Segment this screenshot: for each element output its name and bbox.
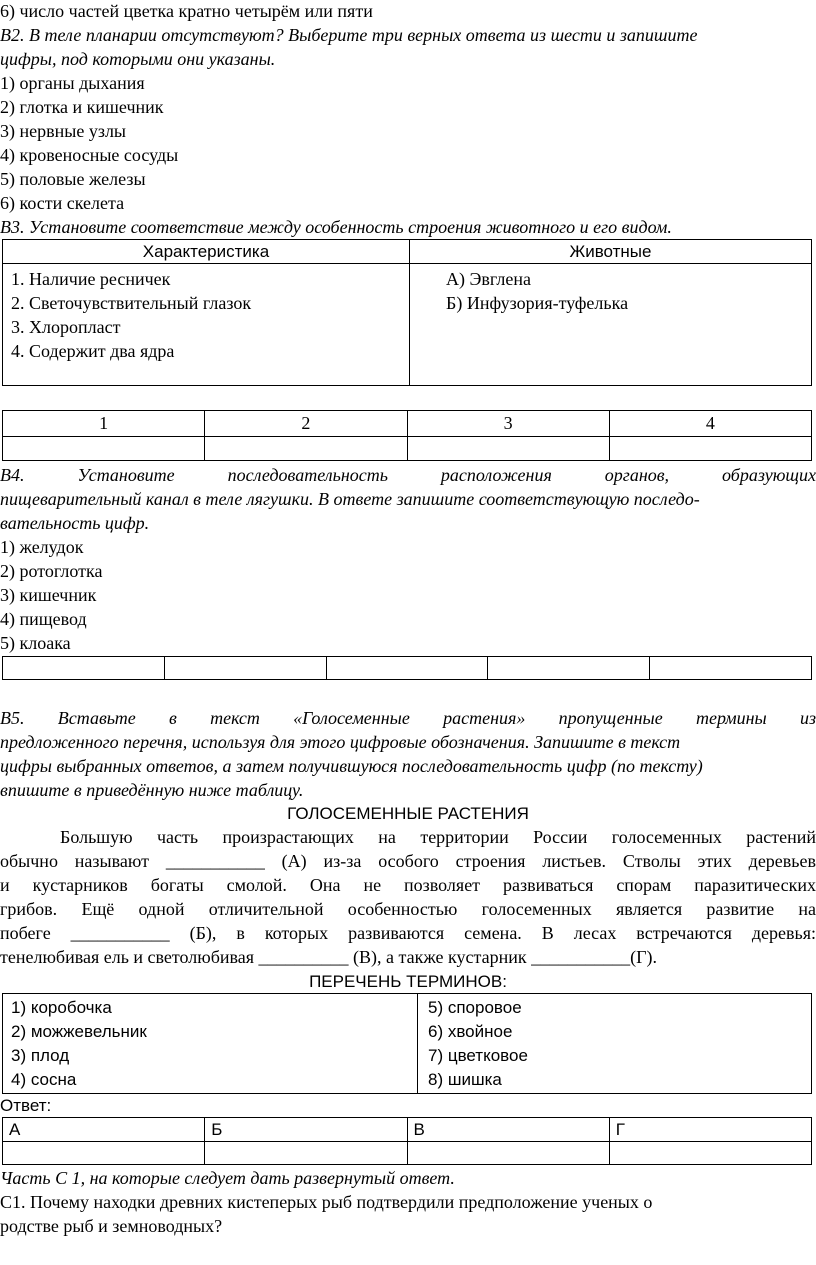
b3-answer-cell[interactable] <box>205 437 407 461</box>
b3-answer-cell[interactable] <box>407 437 609 461</box>
b5-answer-cell[interactable] <box>3 1142 205 1165</box>
b5-term: 4) сосна <box>11 1070 77 1089</box>
b5-terms-title: ПЕРЕЧЕНЬ ТЕРМИНОВ: <box>309 972 507 991</box>
b5-paragraph-line: Большую часть произрастающих на территории России голосеменных растений <box>60 827 816 847</box>
b2-option: 1) органы дыхания <box>0 73 145 93</box>
b5-terms-table <box>2 993 812 1094</box>
b5-answer-table <box>2 1117 812 1165</box>
b3-animal: Б) Инфузория-туфелька <box>446 293 629 313</box>
b5-answer-header: А <box>3 1118 205 1142</box>
b2-option: 5) половые железы <box>0 169 146 189</box>
b3-header-animals: Животные <box>410 240 812 264</box>
b3-question: В3. Установите соответствие между особенность строения животного и его видом. <box>0 217 672 237</box>
b5-question-line-2: предложенного перечня, используя для этого цифровые обозначения. Запишите в текст <box>0 732 681 752</box>
b4-option: 3) кишечник <box>0 585 97 605</box>
b4-answer-cell[interactable] <box>3 657 165 680</box>
b5-term: 3) плод <box>11 1046 70 1065</box>
b3-answer-table <box>2 410 812 461</box>
b4-option: 5) клоака <box>0 633 71 653</box>
b2-option: 4) кровеносные сосуды <box>0 145 179 165</box>
b4-answer-cell[interactable] <box>488 657 650 680</box>
b3-answer-header: 4 <box>609 411 811 437</box>
b4-answer-cell[interactable] <box>650 657 812 680</box>
b3-answer-cell[interactable] <box>609 437 811 461</box>
b5-question-line-4: впишите в приведённую ниже таблицу. <box>0 780 304 800</box>
b5-term: 6) хвойное <box>428 1022 513 1041</box>
b5-answer-cell[interactable] <box>407 1142 609 1165</box>
b5-text-title: ГОЛОСЕМЕННЫЕ РАСТЕНИЯ <box>287 804 529 823</box>
b3-trait: 3. Хлоропласт <box>11 317 121 337</box>
b3-answer-header: 2 <box>205 411 407 437</box>
b5-term: 2) можжевельник <box>11 1022 147 1041</box>
b4-option: 2) ротоглотка <box>0 561 103 581</box>
b5-terms-left-cell <box>3 994 418 1094</box>
b5-paragraph-line: грибов. Ещё одной отличительной особенностью голосеменных является развитие на <box>0 899 816 919</box>
b3-header-traits: Характеристика <box>3 240 410 264</box>
b3-answer-header: 1 <box>3 411 205 437</box>
b2-option: 2) глотка и кишечник <box>0 97 164 117</box>
c1-question-line-1: С1. Почему находки древних кистеперых рыб подтвердили предположение ученых о <box>0 1192 653 1212</box>
b4-answer-table <box>2 656 812 680</box>
b5-answer-header: Б <box>205 1118 407 1142</box>
b5-answer-header: Г <box>609 1118 811 1142</box>
intro-line: 6) число частей цветка кратно четырём или пяти <box>0 1 373 21</box>
b3-animal: А) Эвглена <box>446 269 531 289</box>
b4-question-line-1: В4. Установите последовательность расположения органов, образующих <box>0 465 816 485</box>
b5-term: 1) коробочка <box>11 998 112 1017</box>
b5-paragraph-line: тенелюбивая ель и светолюбивая __________ (В), а также кустарник ___________(Г). <box>0 947 658 967</box>
b3-trait: 4. Содержит два ядра <box>11 341 175 361</box>
b5-question-line-1: В5. Вставьте в текст «Голосеменные растения» пропущенные термины из <box>0 708 816 728</box>
b4-question-line-2: пищеварительный канал в теле лягушки. В ответе запишите соответствующую последо- <box>0 489 700 509</box>
b5-answer-cell[interactable] <box>205 1142 407 1165</box>
b5-term: 7) цветковое <box>428 1046 528 1065</box>
b5-terms-right-cell <box>418 994 812 1094</box>
b3-traits-cell <box>3 264 410 386</box>
b5-term: 5) споровое <box>428 998 522 1017</box>
b4-option: 1) желудок <box>0 537 84 557</box>
b5-term: 8) шишка <box>428 1070 502 1089</box>
b2-question-line-2: цифры, под которыми они указаны. <box>0 49 276 69</box>
b2-question-line-1: В2. В теле планарии отсутствуют? Выберите три верных ответа из шести и запишите <box>0 25 698 45</box>
b4-answer-cell[interactable] <box>326 657 488 680</box>
b2-option: 6) кости скелета <box>0 193 125 213</box>
b3-match-table <box>2 239 812 386</box>
b3-trait: 1. Наличие ресничек <box>11 269 171 289</box>
b3-answer-header: 3 <box>407 411 609 437</box>
c1-question-line-2: родстве рыб и земноводных? <box>0 1216 223 1236</box>
b3-animals-cell <box>410 264 812 386</box>
b3-answer-cell[interactable] <box>3 437 205 461</box>
part-c-heading: Часть С 1, на которые следует дать развернутый ответ. <box>0 1168 455 1188</box>
b5-paragraph-line: обычно называют ___________ (А) из-за особого строения листьев. Стволы этих деревьев <box>0 851 816 871</box>
b5-answer-label: Ответ: <box>0 1096 52 1115</box>
b5-paragraph-line: и кустарников богаты смолой. Она не позволяет развиваться спорам паразитических <box>0 875 816 895</box>
b5-answer-cell[interactable] <box>609 1142 811 1165</box>
b3-trait: 2. Светочувствительный глазок <box>11 293 252 313</box>
b2-option: 3) нервные узлы <box>0 121 127 141</box>
b4-answer-cell[interactable] <box>164 657 326 680</box>
b4-option: 4) пищевод <box>0 609 87 629</box>
b5-answer-header: В <box>407 1118 609 1142</box>
b5-paragraph-line: побеге ___________ (Б), в которых развиваются семена. В лесах встречаются деревья: <box>0 923 816 943</box>
b5-question-line-3: цифры выбранных ответов, а затем получившуюся последовательность цифр (по тексту) <box>0 756 703 776</box>
b4-question-line-3: вательность цифр. <box>0 513 150 533</box>
